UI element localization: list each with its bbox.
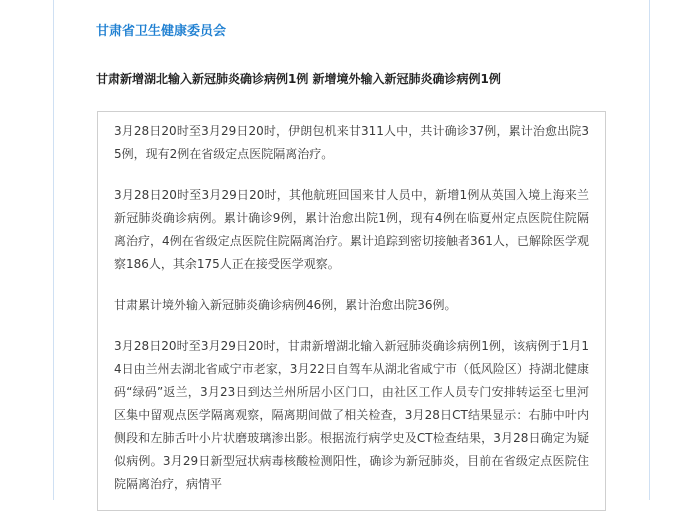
paragraph: 甘肃累计境外输入新冠肺炎确诊病例46例，累计治愈出院36例。 — [114, 298, 457, 312]
source-title: 甘肃省卫生健康委员会 — [96, 24, 227, 39]
article-body — [97, 111, 606, 511]
paragraph: 3月28日20时至3月29日20时，其他航班回国来甘人员中，新增1例从英国入境上海来兰新冠肺炎确诊病例。累计确诊9例，累计治愈出院1例，现有4例在临夏州定点医院住院隔离治疗，4例在省级定点医院住院隔离治疗。累计追踪到密切接触者361人，已解除医学观察186人，其余175人正在接受医学观察。 — [114, 188, 589, 271]
article-headline: 甘肃新增湖北输入新冠肺炎确诊病例1例 新增境外输入新冠肺炎确诊病例1例 — [96, 72, 501, 86]
paragraph: 3月28日20时至3月29日20时，伊朗包机来甘311人中，共计确诊37例，累计治愈出院35例，现有2例在省级定点医院隔离治疗。 — [114, 124, 589, 161]
paragraph: 3月28日20时至3月29日20时，甘肃新增湖北输入新冠肺炎确诊病例1例，该病例于1月14日由兰州去湖北省咸宁市老家，3月22日自驾车从湖北省咸宁市（低风险区）持湖北健康码“绿码”返兰，3月23日到达兰州所居小区门口，由社区工作人员专门安排转运至七里河区集中留观点医学隔离观察，隔离期间做了相关检查，3月28日CT结果显示：右肺中叶内侧段和左肺舌叶小片状磨玻璃渗出影。根据流行病学史及CT检查结果，3月28日确定为疑似病例。3月29日新型冠状病毒核酸检测阳性，确诊为新冠肺炎，目前在省级定点医院住院隔离治疗，病情平 — [114, 339, 589, 491]
